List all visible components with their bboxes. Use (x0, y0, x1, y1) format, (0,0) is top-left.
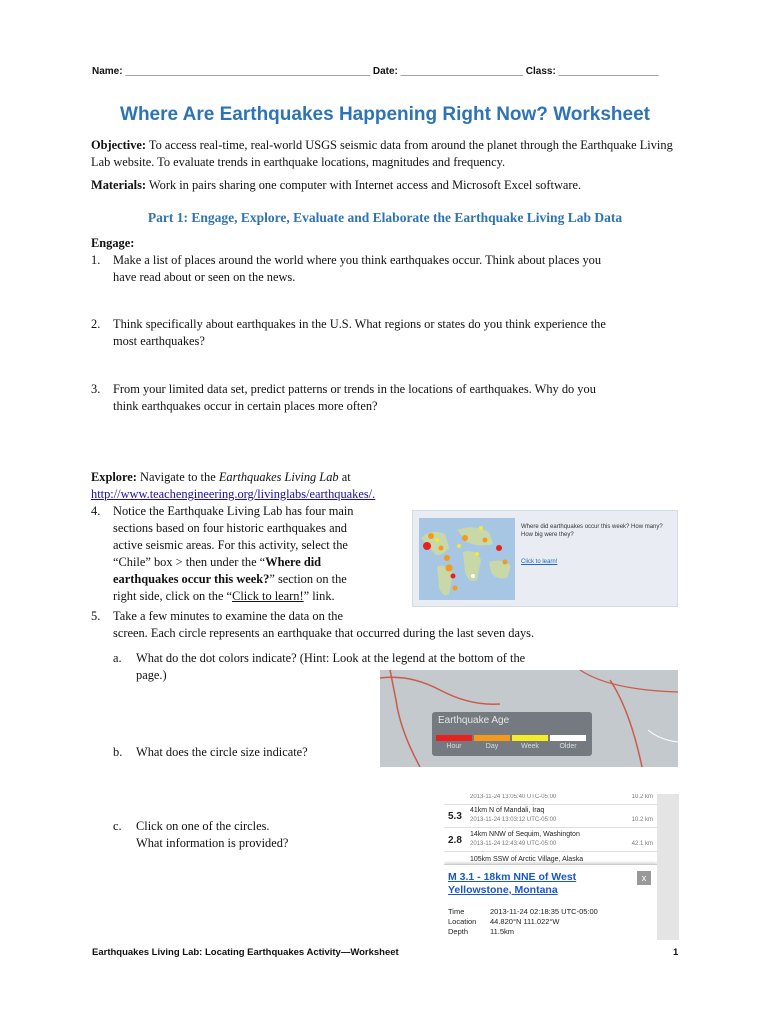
class-blank: __________________ (558, 66, 659, 77)
name-label: Name: (92, 66, 123, 77)
q2-text: Think specifically about earthquakes in the U.S. What regions or states do you think experience the most earthquakes? (113, 317, 606, 348)
legend-swatch-day (474, 735, 510, 741)
legend-label-older: Older (559, 743, 577, 750)
q5-text: Take a few minutes to examine the data on the screen. Each circle represents an earthquake that occurred during the last seven days. (113, 609, 535, 640)
lab-url-link[interactable]: http://www.teachengineering.org/livinglabs/earthquakes/. (91, 487, 376, 501)
materials-text: Work in pairs sharing one computer with Internet access and Microsoft Excel software. (148, 178, 582, 192)
earthquake-age-legend (432, 712, 592, 756)
q1-text: Make a list of places around the world where you think earthquakes occur. Think about places you have read about or seen on the news. (113, 253, 602, 284)
depth-label: Depth (448, 927, 469, 936)
engage-heading: Engage: (91, 236, 135, 250)
q5c-text: Click on one of the circles. What information is provided? (136, 819, 289, 850)
date-blank: ______________________ (400, 66, 524, 77)
name-blank: ____________________________________________ (125, 66, 371, 77)
materials-label: Materials: (91, 178, 147, 192)
q1-number: 1. (91, 253, 101, 267)
q2-number: 2. (91, 317, 101, 331)
objective-text: To access real-time, real-world USGS seismic data from around the planet through the Earthquake Living Lab website. To evaluate trends in earthquake locations, magnitudes and frequency. (91, 138, 673, 169)
legend-label-week: Week (521, 743, 539, 750)
explore-label: Explore: (91, 470, 137, 484)
earthquake-detail-popup (444, 864, 657, 940)
objective-label: Objective: (91, 138, 147, 152)
depth-value: 11.5km (490, 927, 515, 936)
close-icon[interactable]: x (637, 871, 651, 885)
legend-label-hour: Hour (446, 743, 462, 750)
page-title: Where Are Earthquakes Happening Right Now? Worksheet (120, 104, 650, 125)
q5-number: 5. (91, 609, 101, 623)
click-to-learn-link[interactable]: Click to learn! (521, 559, 558, 565)
footer-text: Earthquakes Living Lab: Locating Earthquakes Activity—Worksheet (92, 947, 399, 958)
q5b-label: b. (113, 745, 123, 759)
earthquake-row[interactable]: 2.8 14km NNW of Sequim, Washington 2013-11-24 12:43:49 UTC-05:00 42.1 km (444, 829, 657, 852)
class-label: Class: (525, 66, 556, 77)
location-value: 44.820°N 111.022°W (490, 917, 560, 926)
legend-swatch-hour (436, 735, 472, 741)
date-label: Date: (372, 66, 398, 77)
objective-paragraph (91, 137, 683, 171)
earthquake-row[interactable]: 5.3 41km N of Mandali, Iraq 2013-11-24 13:03:12 UTC-05:00 10.2 km (444, 805, 657, 828)
student-info-line (92, 66, 682, 77)
legend-swatch-week (512, 735, 548, 741)
time-value: 2013-11-24 02:18:35 UTC-05:00 (490, 907, 598, 916)
q5b-text: What does the circle size indicate? (136, 745, 308, 759)
legend-title: Earthquake Age (438, 715, 510, 726)
q3-number: 3. (91, 382, 101, 396)
legend-swatch-older (550, 735, 586, 741)
legend-label-day: Day (485, 743, 499, 750)
earthquake-age-legend-screenshot (380, 670, 678, 767)
location-label: Location (448, 917, 477, 926)
earthquake-list-screenshot (444, 794, 679, 940)
lab-prompt-text: Where did earthquakes occur this week? How many? How big were they? (521, 524, 663, 538)
materials-paragraph (91, 177, 683, 194)
map-scrollbar[interactable] (657, 794, 679, 940)
earthquake-row[interactable]: 2013-11-24 13:05:40 UTC-05:00 10.2 km (444, 794, 657, 805)
page-number: 1 (673, 947, 679, 958)
q5a-text: What do the dot colors indicate? (Hint: Look at the legend at the bottom of the page.) (136, 651, 526, 682)
q4-text: Notice the Earthquake Living Lab has four main sections based on four historic earthquakes and active seismic areas. For this activity, select the “Chile” box > then under the “Where did earthquakes occur this week?” section on the right side, click on the “Click to learn!” link. (113, 504, 354, 603)
popup-title-link[interactable]: M 3.1 - 18km NNE of West Yellowstone, Montana (448, 871, 577, 896)
q5a-label: a. (113, 651, 122, 665)
time-label: Time (448, 907, 465, 916)
q4-number: 4. (91, 504, 101, 518)
q5c-label: c. (113, 819, 122, 833)
lab-name: Earthquakes Living Lab (218, 470, 339, 484)
earthquake-row-partial[interactable]: 105km SSW of Arctic Village, Alaska (470, 856, 584, 863)
part1-heading: Part 1: Engage, Explore, Evaluate and Elaborate the Earthquake Living Lab Data (147, 210, 623, 225)
living-lab-screenshot (412, 510, 678, 607)
explore-intro: Explore: Navigate to the Earthquakes Living Lab at http://www.teachengineering.org/livinglabs/earthquakes/. (91, 470, 376, 501)
world-map-thumbnail (419, 518, 515, 600)
earthquake-map-graphic (419, 518, 515, 600)
q3-text: From your limited data set, predict patterns or trends in the locations of earthquakes. Why do you think earthquakes occur in certain places more often? (113, 382, 596, 413)
